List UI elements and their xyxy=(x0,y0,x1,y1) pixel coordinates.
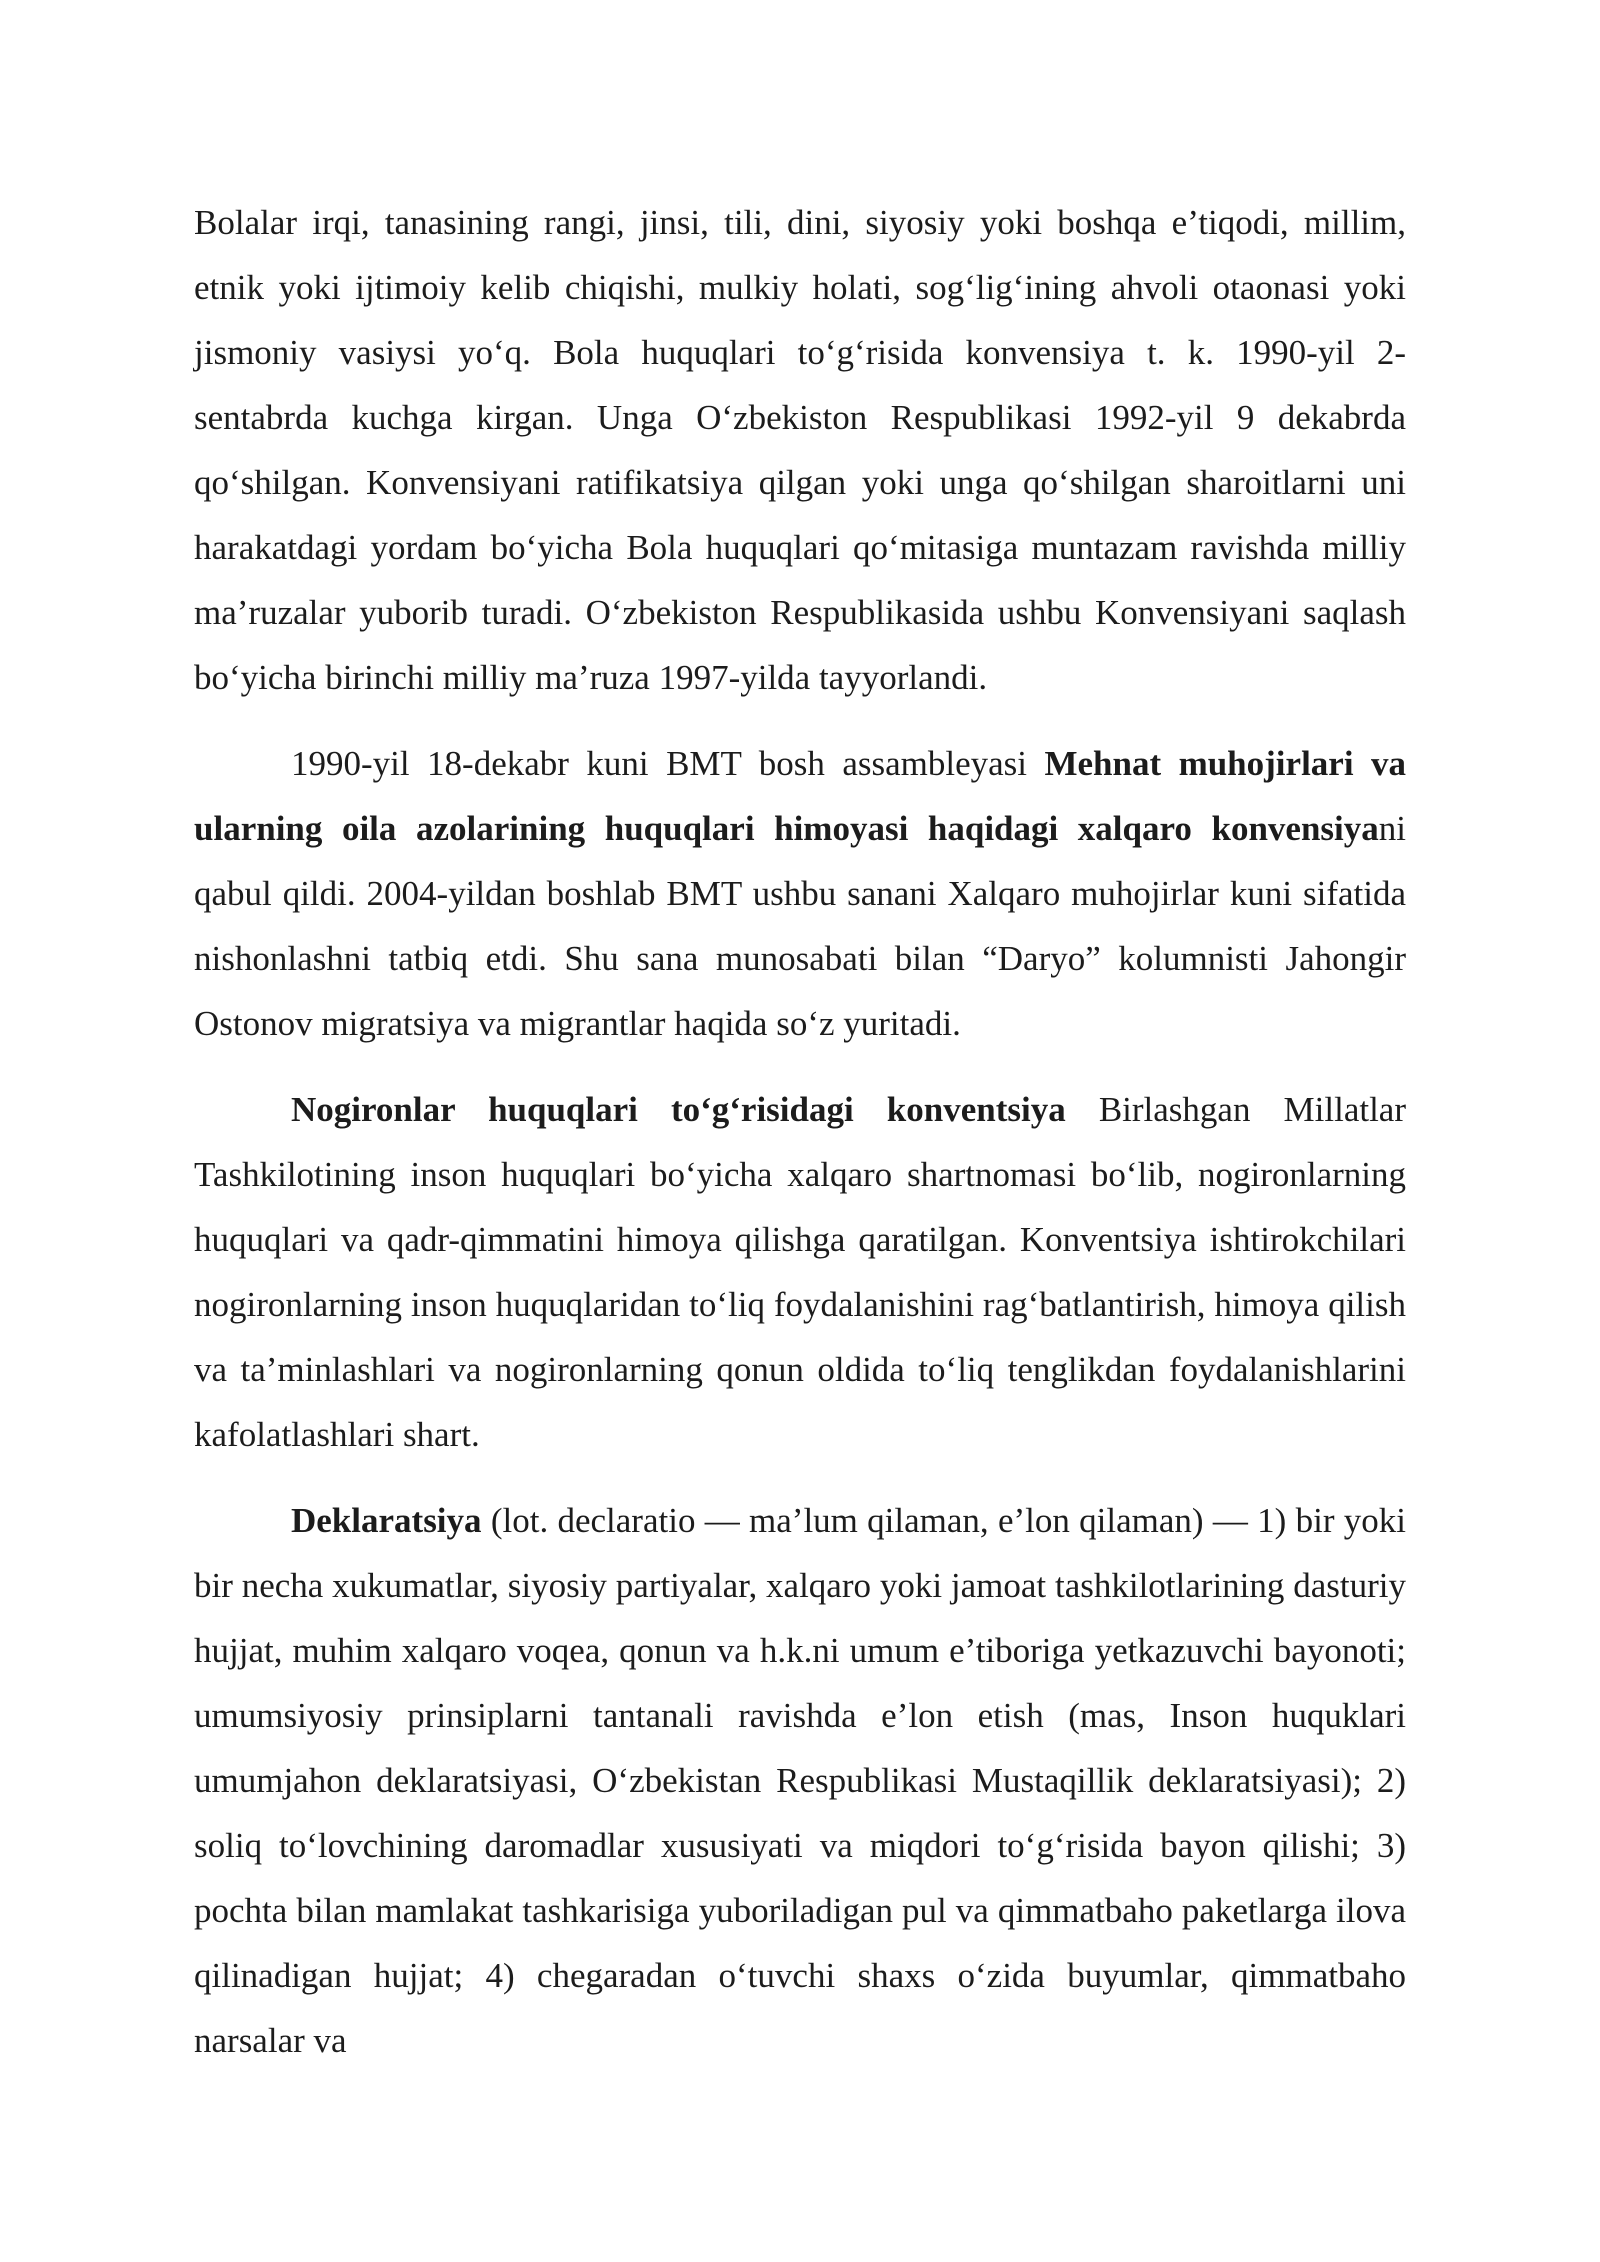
paragraph-migrant-workers-convention xyxy=(194,731,1406,1056)
paragraph-child-rights xyxy=(194,190,1406,710)
paragraph-disability-rights-convention xyxy=(194,1077,1406,1467)
bold-term: Deklaratsiya xyxy=(291,1501,482,1540)
paragraph-text: Birlashgan Millatlar Tashkilotining inson huquqlari bo‘yicha xalqaro shartnomasi bo‘lib, nogironlarning huquqlari va qadr-qimmatini himoya qilishga qaratilgan. Konventsiya ishtirokchilari nogironlarning inson huquqlaridan to‘liq foydalanishini rag‘batlantirish, himoya qilish va ta’minlashlari va nogironlarning qonun oldida to‘liq tenglikdan foydalanishlarini kafolatlashlari shart. xyxy=(194,1090,1406,1454)
paragraph-declaration xyxy=(194,1488,1406,2073)
bold-term: Nogironlar huquqlari to‘g‘risidagi konventsiya xyxy=(291,1090,1066,1129)
paragraph-text: (lot. declaratio — ma’lum qilaman, e’lon qilaman) — 1) bir yoki bir necha xukumatlar, siyosiy partiyalar, xalqaro yoki jamoat tashkilotlarining dasturiy hujjat, muhim xalqaro voqea, qonun va h.k.ni umum e’tiboriga yetkazuvchi bayonoti; umumsiyosiy prinsiplarni tantanali ravishda e’lon etish (mas, Inson huquklari umumjahon deklaratsiyasi, O‘zbekistan Respublikasi Mustaqillik deklaratsiyasi); 2) soliq to‘lovchining daromadlar xususiyati va miqdori to‘g‘risida bayon qilishi; 3) pochta bilan mamlakat tashkarisiga yuboriladigan pul va qimmatbaho paketlarga ilova qilinadigan hujjat; 4) chegaradan o‘tuvchi shaxs o‘zida buyumlar, qimmatbaho narsalar va xyxy=(194,1501,1406,2060)
document-page xyxy=(194,190,1406,2073)
paragraph-text: 1990-yil 18-dekabr kuni BMT bosh assambleyasi xyxy=(291,744,1045,783)
bold-term: Mehnat muhojirlari va ularning oila azolarining huquqlari himoyasi haqidagi xalqaro konvensiya xyxy=(194,744,1407,848)
paragraph-text: ni qabul qildi. 2004-yildan boshlab BMT ushbu sanani Xalqaro muhojirlar kuni sifatida nishonlashni tatbiq etdi. Shu sana munosabati bilan “Daryo” kolumnisti Jahongir Ostonov migratsiya va migrantlar haqida so‘z yuritadi. xyxy=(194,809,1406,1043)
paragraph-text: Bolalar irqi, tanasining rangi, jinsi, tili, dini, siyosiy yoki boshqa e’tiqodi, millim, etnik yoki ijtimoiy kelib chiqishi, mulkiy holati, sog‘lig‘ining ahvoli otaonasi yoki jismoniy vasiysi yo‘q. Bola huquqlari to‘g‘risida konvensiya t. k. 1990-yil 2-sentabrda kuchga kirgan. Unga O‘zbekiston Respublikasi 1992-yil 9 dekabrda qo‘shilgan. Konvensiyani ratifikatsiya qilgan yoki unga qo‘shilgan sharoitlarni uni harakatdagi yordam bo‘yicha Bola huquqlari qo‘mitasiga muntazam ravishda milliy ma’ruzalar yuborib turadi. O‘zbekiston Respublikasida ushbu Konvensiyani saqlash bo‘yicha birinchi milliy ma’ruza 1997-yilda tayyorlandi. xyxy=(194,203,1406,697)
